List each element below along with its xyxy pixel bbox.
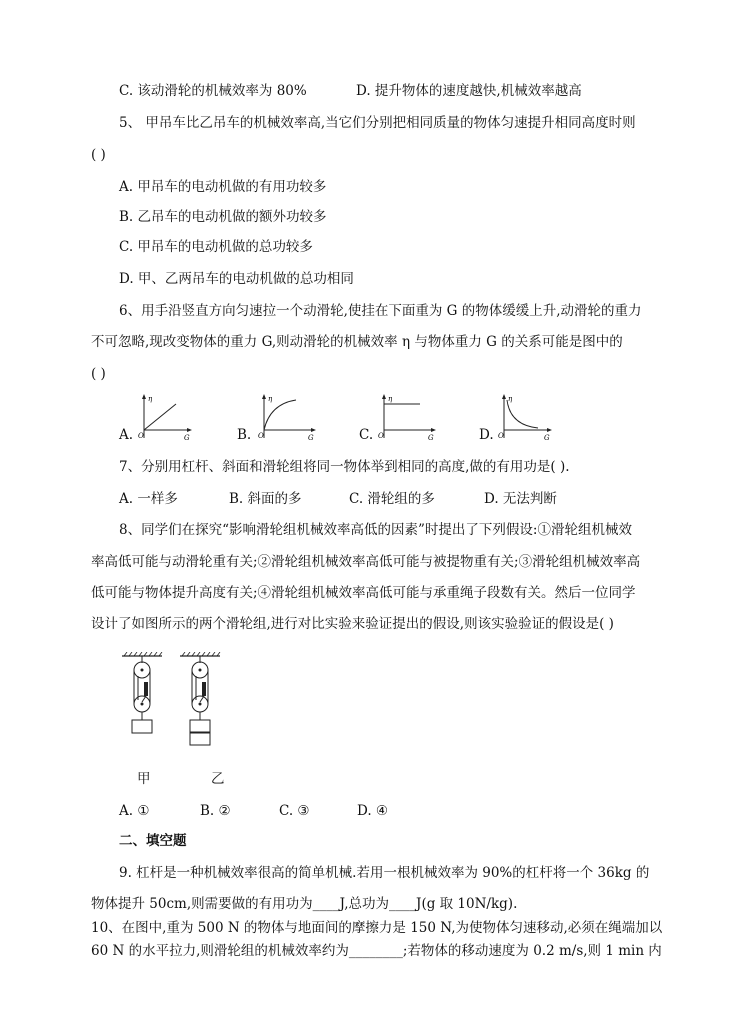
q6-graph-b [254, 392, 320, 442]
q6-graph-d [494, 392, 556, 442]
q8-stem-line-1: 8、同学们在探究“影响滑轮组机械效率高低的因素”时提出了下列假设:①滑轮组机械效 [119, 522, 632, 538]
q6-graph-b-x-label: G [308, 434, 314, 442]
q5-option-b: B. 乙吊车的电动机做的额外功较多 [119, 209, 327, 225]
q7-option-d: D. 无法判断 [484, 491, 557, 507]
q4-option-c: C. 该动滑轮的机械效率为 80% [119, 83, 307, 99]
q8-stem-line-2: 率高低可能与动滑轮重有关;②滑轮组机械效率高低可能与被提物重有关;③滑轮组机械效率高 [91, 554, 641, 570]
q6-graph-c-origin: O [378, 432, 384, 440]
q7-option-b: B. 斜面的多 [229, 491, 302, 507]
q6-graph-b-label: B. [237, 427, 252, 443]
q8-stem-line-4: 设计了如图所示的两个滑轮组,进行对比实验来验证提出的假设,则该实验验证的假设是( ) [91, 616, 614, 632]
q8-option-d: D. ④ [357, 803, 389, 819]
q6-stem-line-1: 6、用手沿竖直方向匀速拉一个动滑轮,使挂在下面重为 G 的物体缓缓上升,动滑轮的重力 [119, 303, 642, 319]
q6-graph-d-label: D. [479, 427, 494, 443]
q8-figure-label-jia: 甲 [137, 771, 151, 787]
q5-option-c: C. 甲吊车的电动机做的总功较多 [119, 239, 313, 255]
q10-stem-line-2: 60 N 的水平拉力,则滑轮组的机械效率约为________;若物体的移动速度为 0.2 m/s,则 1 min 内 [91, 943, 662, 959]
q8-option-b: B. ② [200, 803, 231, 819]
q7-option-a: A. 一样多 [119, 491, 178, 507]
q6-graph-b-origin: O [258, 432, 264, 440]
q6-graph-d-origin: O [498, 432, 504, 440]
q8-figure-label-yi: 乙 [211, 771, 225, 787]
q6-graph-c-label: C. [359, 427, 374, 443]
q5-option-a: A. 甲吊车的电动机做的有用功较多 [119, 179, 327, 195]
q6-graph-a [134, 392, 194, 442]
q6-graph-b-y-label: η [268, 395, 273, 403]
q6-graph-a-origin: O [138, 432, 144, 440]
q5-stem-line-2: ( ) [91, 147, 106, 163]
q6-stem-line-3: ( ) [91, 366, 106, 382]
q6-graph-a-x-label: G [184, 434, 190, 442]
q7-stem: 7、分别用杠杆、斜面和滑轮组将同一物体举到相同的高度,做的有用功是( ). [119, 459, 570, 475]
q8-pulley-figure [118, 652, 230, 752]
pulley-system-jia [122, 652, 162, 733]
q6-graph-c-y-label: η [388, 395, 393, 403]
q7-option-c: C. 滑轮组的多 [349, 491, 435, 507]
q4-option-d: D. 提升物体的速度越快,机械效率越高 [356, 83, 582, 99]
pulley-system-yi [180, 652, 220, 745]
q6-graph-c-x-label: G [428, 434, 434, 442]
q6-stem-line-2: 不可忽略,现改变物体的重力 G,则动滑轮的机械效率 η 与物体重力 G 的关系可能是图中的 [91, 334, 623, 350]
q6-graph-d-y-label: η [508, 395, 513, 403]
q6-graph-c [374, 392, 440, 442]
q6-graph-d-x-label: G [544, 434, 550, 442]
q8-option-a: A. ① [119, 803, 150, 819]
q9-stem-line-2: 物体提升 50cm,则需要做的有用功为____J,总功为____J(g 取 10N/kg). [91, 896, 518, 912]
section-2-title: 二、填空题 [119, 833, 187, 849]
q8-option-c: C. ③ [279, 803, 310, 819]
q9-stem-line-1: 9. 杠杆是一种机械效率很高的简单机械.若用一根机械效率为 90%的杠杆将一个 36kg 的 [119, 865, 650, 881]
q5-option-d: D. 甲、乙两吊车的电动机做的总功相同 [119, 271, 354, 287]
q5-stem-line-1: 5、 甲吊车比乙吊车的机械效率高,当它们分别把相同质量的物体匀速提升相同高度时则 [119, 115, 636, 131]
q8-stem-line-3: 低可能与物体提升高度有关;④滑轮组机械效率高低可能与承重绳子段数有关。然后一位同学 [91, 585, 636, 601]
q10-stem-line-1: 10、在图中,重为 500 N 的物体与地面间的摩擦力是 150 N,为使物体匀速移动,必须在绳端加以 [91, 920, 663, 936]
q6-graph-a-label: A. [119, 427, 134, 443]
q6-graph-a-y-label: η [148, 395, 153, 403]
